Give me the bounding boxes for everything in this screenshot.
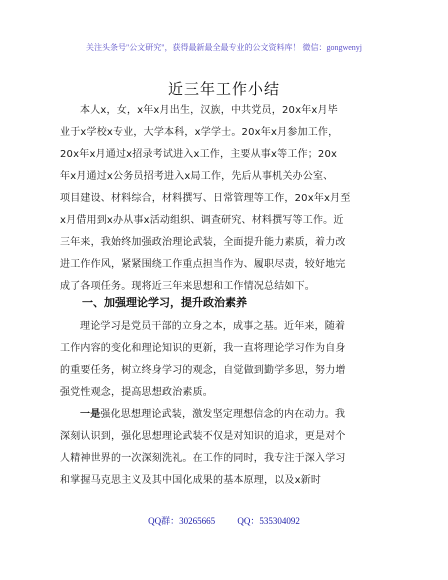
qq-contact: QQ：535304092 xyxy=(237,516,300,526)
point-lead: 一是 xyxy=(80,409,101,420)
page-footer xyxy=(0,514,448,527)
promo-banner: 关注头条号"公文研究"，获得最新最全最专业的公文资料库！ 微信：gongwenyj xyxy=(85,43,363,52)
paragraph-line: 项目建设、材料综合，材料撰写、日常管理等工作，20x年x月至 xyxy=(60,193,351,204)
paragraph-line: 理论学习是党员干部的立身之本，成事之基。近年来，随着 xyxy=(80,321,346,332)
paragraph-line xyxy=(60,404,392,426)
paragraph-line: 工作内容的变化和理论知识的更新，我一直将理论学习作为自身 xyxy=(60,343,346,354)
paragraph-theory xyxy=(60,316,392,404)
paragraph-line: 深刻认识到，强化思想理论武装不仅是对知识的追求，更是对个 xyxy=(60,431,346,442)
document-title: 近三年工作小结 xyxy=(167,80,280,98)
paragraph-line: 三年来，我始终加强政治理论武装，全面提升能力素质，着力改 xyxy=(60,237,346,248)
section-heading: 一、加强理论学习，提升政治素养 xyxy=(82,296,247,309)
paragraph-line: 本人x，女，x年x月出生，汉族，中共党员，20x年x月毕 xyxy=(80,105,338,116)
point-text: 强化思想理论武装，激发坚定理想信念的内在动力。我 xyxy=(100,409,346,420)
paragraph-line: 年x月通过x公务员招考进入x局工作，先后从事机关办公室、 xyxy=(60,171,334,182)
paragraph-line: 人精神世界的一次深刻洗礼。在工作的同时，我专注于深入学习 xyxy=(60,453,346,464)
paragraph-intro xyxy=(60,100,392,298)
paragraph-line: 和掌握马克思主义及其中国化成果的基本原理，以及x新时 xyxy=(60,475,322,486)
paragraph-line: x月借用到x办从事x活动组织、调查研究、材料撰写等工作。近 xyxy=(60,215,344,226)
qq-group-contact: QQ群：30265665 xyxy=(148,516,216,526)
paragraph-line: 20x年x月通过x招录考试进入x工作，主要从事x等工作；20x xyxy=(60,149,338,160)
paragraph-point-one xyxy=(60,404,392,492)
paragraph-line: 强党性观念，提高思想政治素质。 xyxy=(60,387,213,398)
paragraph-line: 成了各项任务。现将近三年来思想和工作情况总结如下。 xyxy=(60,281,315,292)
paragraph-line: 业于x学校x专业，大学本科，x学学士。20x年x月参加工作， xyxy=(60,127,339,138)
paragraph-line: 的重要任务，树立终身学习的观念，自觉做到勤学多思，努力增 xyxy=(60,365,346,376)
paragraph-line: 进工作作风，紧紧围绕工作重点担当作为、履职尽责，较好地完 xyxy=(60,259,346,270)
